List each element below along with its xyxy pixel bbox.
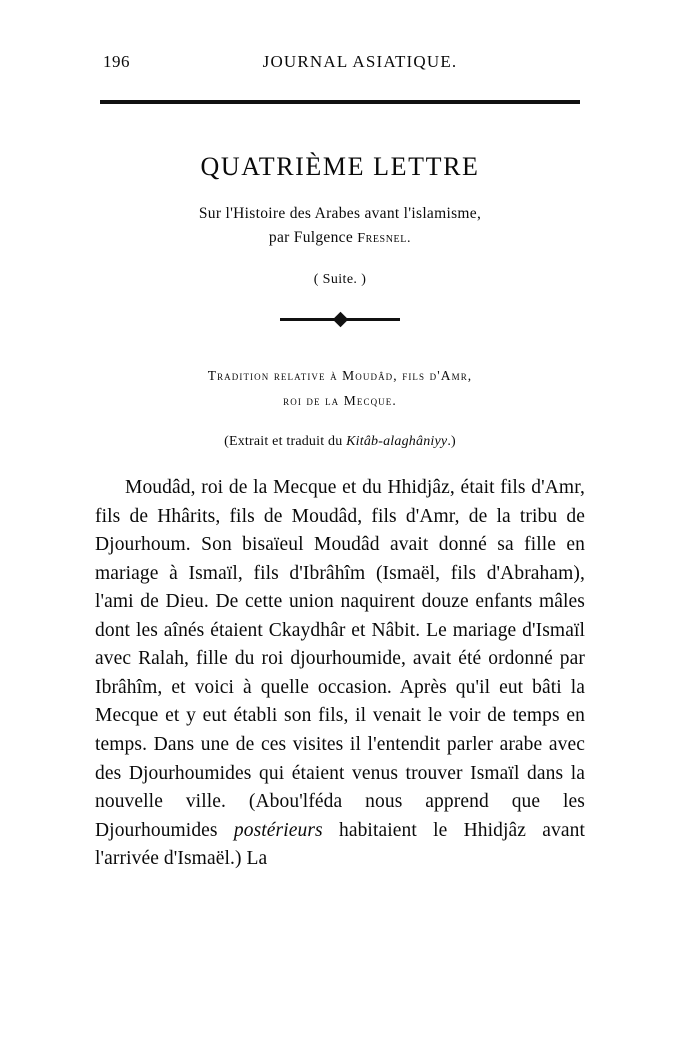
subtitle-author-prefix: par Fulgence [268,229,358,247]
divider-lozenge-icon [332,312,348,328]
document-page [0,52,680,1038]
paragraph-1-italic: postérieurs [233,819,323,841]
source-note [95,434,585,450]
paragraph-1-main: Moudâd, roi de la Mecque et du Hhidjâz, était fils d'Amr, fils de Hhârits, fils de Moudâd, fils d'Amr, de la tribu de Djourhoum. Son bisaïeul Moudâd avait donné sa fille en mariage à Ismaïl, fils d'Ibrâhîm (Ismaël, fils d'Abraham), l'ami de Dieu. De cette union naquirent douze enfants mâles dont les aînés étaient Ckaydhâr et Nâbit. Le mariage d'Ismaïl avec Ralah, fille du roi djourhoumide, avait été ordonné par Ibrâhîm, et voici à quelle occasion. Après qu'il eut bâti la Mecque et y eut établi son fils, il venait le voir de temps en temps. Dans une de ces visites il l'entendit parler arabe avec des Djourhoumides qui étaient venus trouver Ismaïl dans la nouvelle ville. (Abou'lféda nous apprend que les Djourhoumides [95,476,585,841]
paragraph-1-tail: habitaient le Hhidjâz avant l'arrivée d'Ismaël.) La [95,819,585,870]
body-text [95,474,585,874]
subtitle-line-2 [95,226,585,250]
source-note-suffix: .) [447,433,456,449]
continuation-note: ( Suite. ) [313,272,367,288]
article-subtitle [95,202,585,250]
section-heading [95,364,585,414]
paragraph-1 [95,474,585,874]
source-note-prefix: (Extrait et traduit du [224,433,347,449]
source-note-title: Kitâb-alaghâniyy [346,433,448,449]
subtitle-author-name: Fresnel. [357,231,412,247]
section-heading-line-1: Tradition relative à Moudâd, fils d'Amr, [207,368,473,384]
running-head [95,52,585,92]
ornamental-divider [280,314,400,324]
header-rule [100,100,580,104]
section-heading-line-2: roi de la Mecque. [283,393,397,408]
article-title: QUATRIÈME LETTRE [200,152,480,181]
running-title: JOURNAL ASIATIQUE. [262,52,458,71]
page-number: 196 [103,52,130,71]
subtitle-line-1: Sur l'Histoire des Arabes avant l'islamisme, [198,205,482,222]
